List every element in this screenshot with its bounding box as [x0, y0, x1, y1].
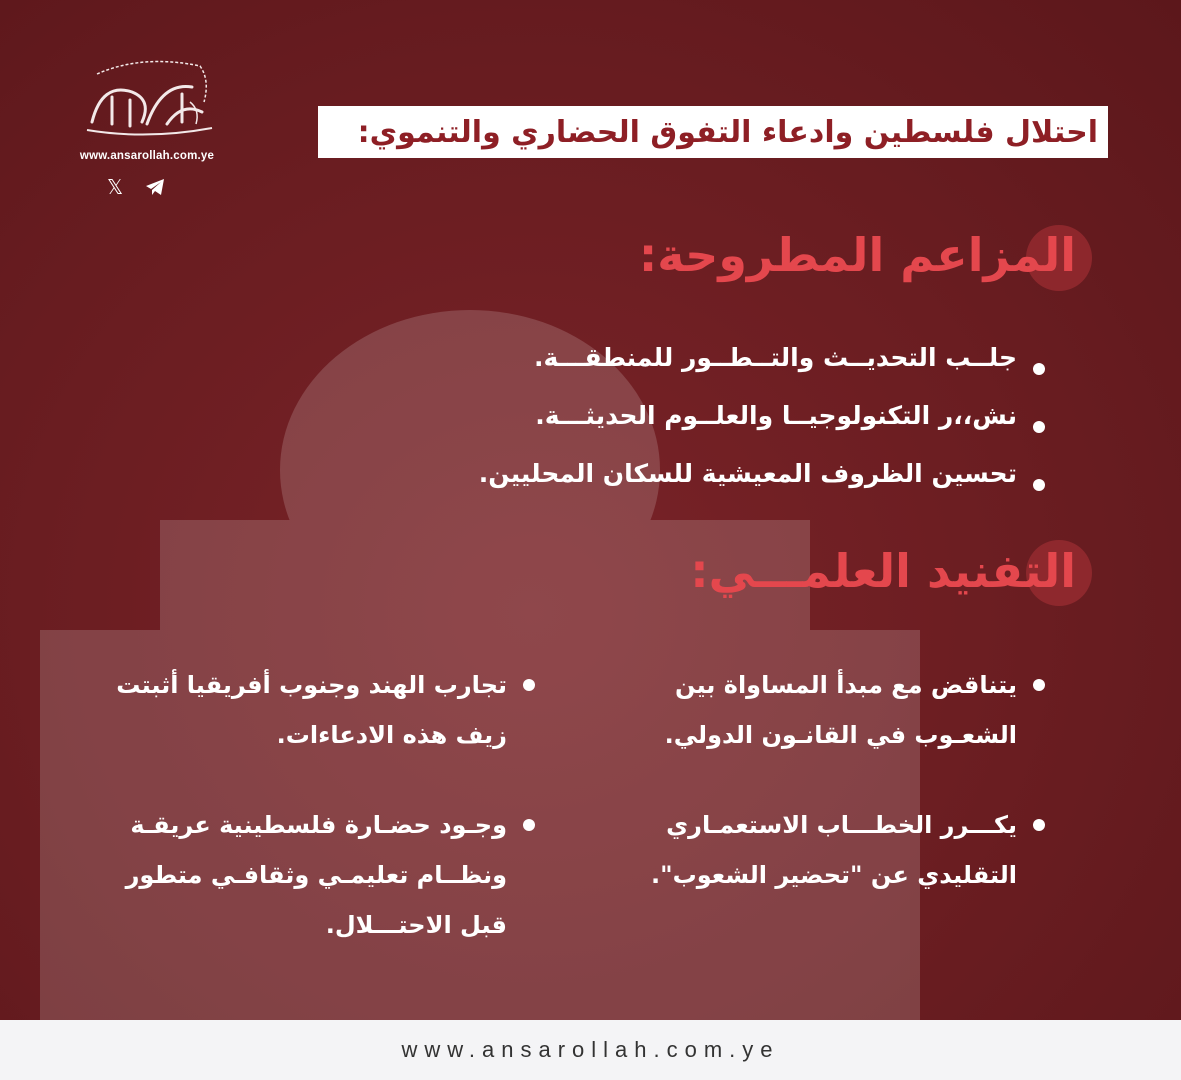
list-item: يكـــرر الخطـــاب الاستعمـاري التقليدي عن "تحضير الشعوب". — [611, 800, 1051, 900]
claims-heading: المزاعم المطروحة: — [638, 228, 1076, 282]
telegram-icon[interactable] — [144, 176, 166, 198]
footer — [0, 1020, 1181, 1080]
footer-url[interactable]: www.ansarollah.com.ye — [401, 1037, 780, 1062]
list-item: تحسين الظروف المعيشية للسكان المحليين. — [479, 456, 1051, 514]
refutation-list-left — [71, 660, 541, 990]
logo-url: www.ansarollah.com.ye — [79, 150, 215, 162]
ansarollah-logo — [72, 52, 222, 162]
page-title: احتلال فلسطين وادعاء التفوق الحضاري والتنموي: — [357, 114, 1098, 150]
calligraphy-logo-icon — [72, 52, 222, 144]
x-icon[interactable]: 𝕏 — [106, 175, 124, 199]
list-item: نش،،ر التكنولوجيــا والعلــوم الحديثـــة. — [479, 398, 1051, 456]
title-banner — [318, 106, 1108, 158]
claims-list — [479, 340, 1051, 514]
social-links — [104, 176, 166, 198]
list-item: تجارب الهند وجنوب أفريقيا أثبتت زيف هذه الادعاءات. — [71, 660, 541, 760]
list-item: وجـود حضـارة فلسطينية عريقـة ونظــام تعليمـي وثقافـي متطور قبل الاحتـــلال. — [71, 800, 541, 950]
refutation-heading: التفنيد العلمـــي: — [690, 544, 1076, 598]
list-item: يتناقض مع مبدأ المساواة بين الشعـوب في القانـون الدولي. — [611, 660, 1051, 760]
refutation-list-right — [611, 660, 1051, 940]
list-item: جلــب التحديــث والتــطــور للمنطقـــة. — [479, 340, 1051, 398]
